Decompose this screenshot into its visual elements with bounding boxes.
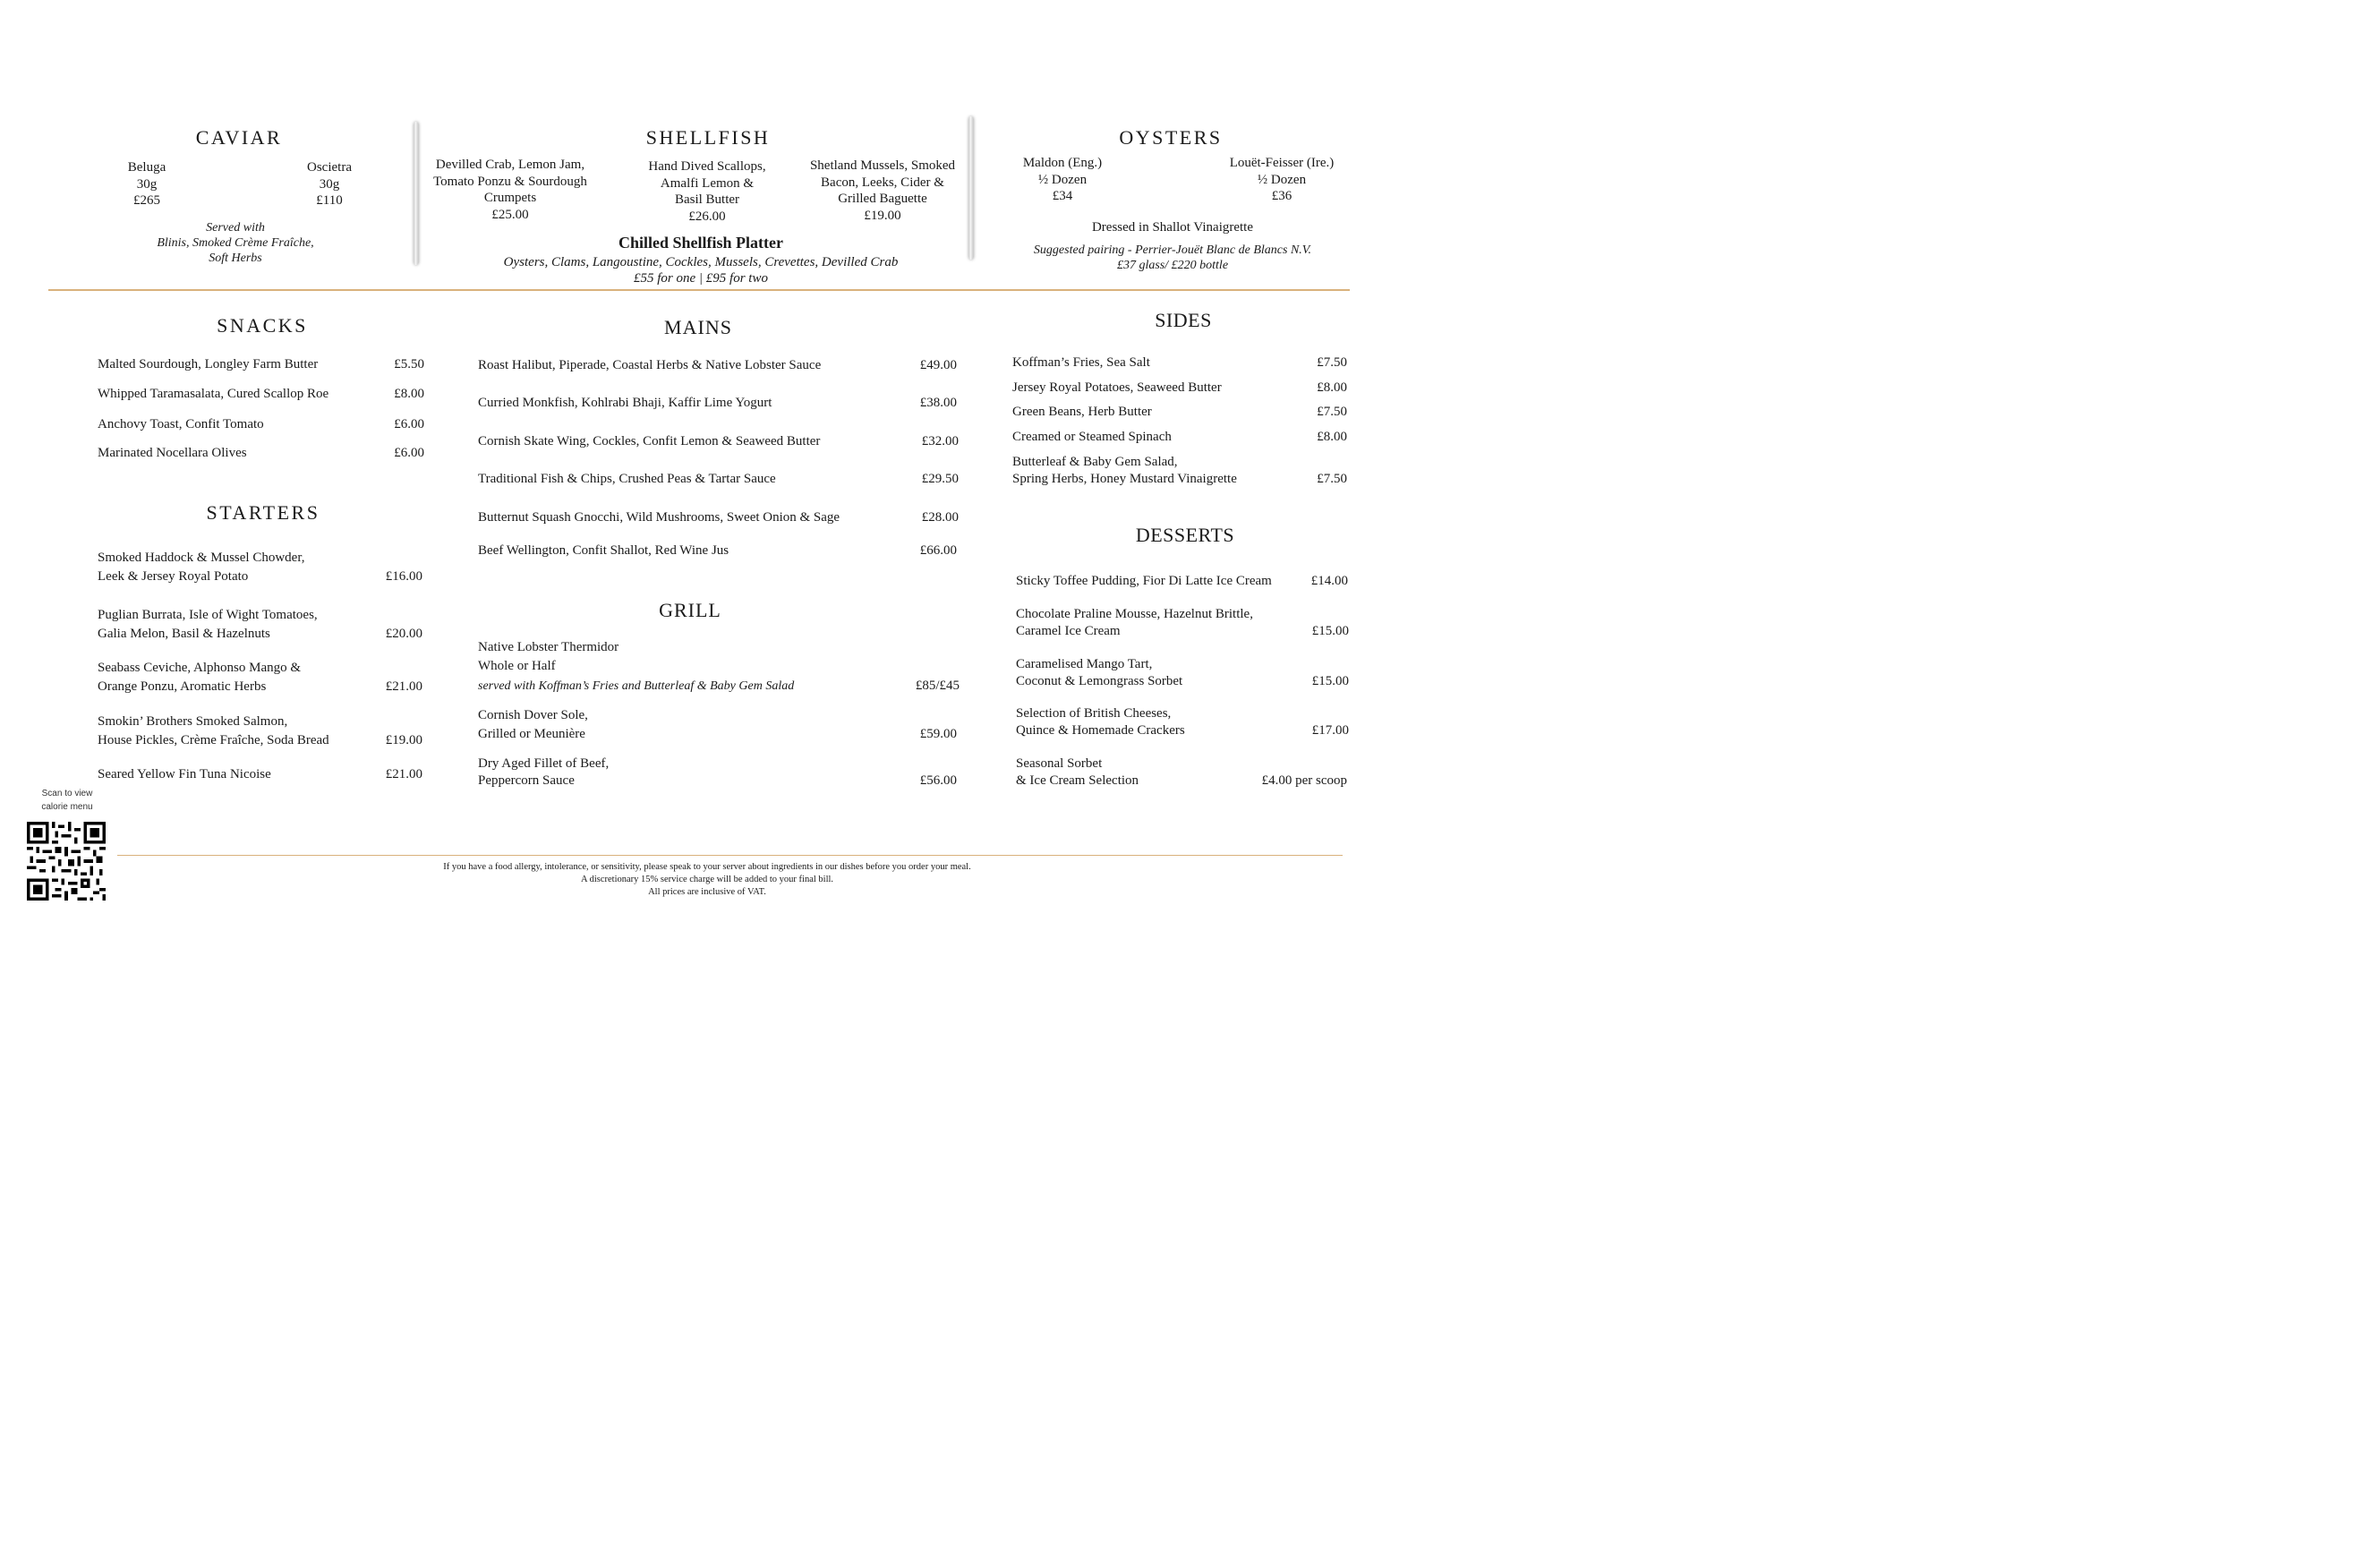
oysters-item-price: £34 [1052,189,1073,203]
oysters-pairing-price: £37 glass/ £220 bottle [1116,259,1229,272]
caviar-item-beluga [102,159,192,209]
menu-item-description: Quince & Homemade Crackers [1016,723,1185,738]
menu-item [98,713,422,752]
column-divider-left [414,122,419,265]
menu-item-price: £19.00 [385,733,422,747]
menu-item-price: £32.00 [921,434,959,448]
menu-item-name: Traditional Fish & Chips, Crushed Peas & Tartar Sauce [478,472,776,486]
menu-item-name: Roast Halibut, Piperade, Coastal Herbs & Native Lobster Sauce [478,358,822,372]
menu-item-name: Jersey Royal Potatoes, Seaweed Butter [1012,380,1222,395]
menu-item-name: Seasonal Sorbet [1016,756,1103,771]
caviar-item-oscietra [285,159,374,209]
menu-item-description: Spring Herbs, Honey Mustard Vinaigrette [1012,472,1237,486]
menu-item-name: Koffman’s Fries, Sea Salt [1012,355,1150,370]
caviar-title: CAVIAR [195,126,283,149]
menu-item-name: Native Lobster Thermidor [478,640,619,654]
menu-item-description: Peppercorn Sauce [478,773,575,788]
service-charge-notice: A discretionary 15% service charge will be added to your final bill. [580,875,834,884]
menu-item-name: Seared Yellow Fin Tuna Nicoise [98,767,271,781]
menu-item-price: £38.00 [919,396,957,410]
menu-item-name: Sticky Toffee Pudding, Fior Di Latte Ice Cream [1016,574,1272,588]
menu-item-description: Caramel Ice Cream [1016,624,1121,638]
oysters-dressing: Dressed in Shallot Vinaigrette [1091,220,1254,235]
shellfish-platter-price: £55 for one | £95 for two [634,271,768,286]
menu-item [1016,704,1349,742]
menu-item-description: & Ice Cream Selection [1016,773,1139,788]
menu-item-name: Seabass Ceviche, Alphonso Mango & [98,661,302,675]
menu-item-name: Creamed or Steamed Spinach [1012,430,1172,444]
menu-item-price: £6.00 [394,446,424,460]
menu-item-price: £21.00 [385,767,422,781]
menu-item-name: Cornish Skate Wing, Cockles, Confit Lemon & Seaweed Butter [478,434,821,448]
menu-item [478,755,957,794]
menu-item [98,606,422,645]
menu-item-description: Whole or Half [478,659,556,673]
grill-title: GRILL [659,599,721,621]
menu-item [478,706,957,746]
menu-item-price: £59.00 [919,727,957,741]
menu-item-name: Caramelised Mango Tart, [1016,657,1153,671]
caviar-item-name: Beluga [127,160,166,175]
menu-item [98,549,422,588]
footer-rule [117,855,1343,856]
sides-title: SIDES [1155,309,1212,331]
menu-item-description: House Pickles, Crème Fraîche, Soda Bread [98,733,329,747]
caviar-item-name: Oscietra [307,160,352,175]
mains-title: MAINS [664,316,732,338]
menu-item-description: Orange Ponzu, Aromatic Herbs [98,679,267,694]
menu-item-price: £66.00 [919,543,957,558]
menu-item [98,659,422,698]
allergy-notice: If you have a food allergy, intolerance, or sensitivity, please speak to your server about ingredients in our dishes before you order your meal. [443,862,971,872]
menu-item-name: Smoked Haddock & Mussel Chowder, [98,551,305,565]
menu-item [1016,655,1349,693]
oysters-item [1004,155,1121,205]
menu-item [1016,605,1349,643]
oysters-item [1219,155,1344,205]
oysters-item-name: Louët-Feisser (Ire.) [1229,156,1335,170]
caviar-served-with: Served with Blinis, Smoked Crème Fraîche, Soft Herbs [157,221,314,265]
menu-item-price: £7.50 [1317,472,1347,486]
menu-item-price: £29.50 [921,472,959,486]
menu-item-name: Marinated Nocellara Olives [98,446,247,460]
shellfish-price: £26.00 [688,209,726,224]
desserts-title: DESSERTS [1135,524,1235,546]
menu-item-name: Puglian Burrata, Isle of Wight Tomatoes, [98,608,318,622]
menu-item-price: £85/£45 [915,679,960,693]
menu-item [1012,453,1347,491]
qr-code-icon[interactable] [27,822,106,901]
shellfish-title: SHELLFISH [645,126,771,149]
oysters-item-qty: ½ Dozen [1037,172,1088,187]
qr-caption: Scan to view calorie menu [41,789,93,812]
menu-item-name: Dry Aged Fillet of Beef, [478,756,610,771]
menu-item-name: Cornish Dover Sole, [478,708,588,722]
menu-item-name: Malted Sourdough, Longley Farm Butter [98,357,319,371]
menu-item-price: £5.50 [394,357,424,371]
menu-item-price: £49.00 [919,358,957,372]
caviar-item-price: £110 [316,193,343,208]
oysters-item-name: Maldon (Eng.) [1022,156,1103,170]
shellfish-item: Hand Dived Scallops, Amalfi Lemon & Basil Butter £26.00 [618,158,797,225]
menu-item-name: Smokin’ Brothers Smoked Salmon, [98,714,288,729]
menu-item-description: Coconut & Lemongrass Sorbet [1016,674,1183,688]
menu-item-description: Galia Melon, Basil & Hazelnuts [98,627,270,641]
menu-item-name: Whipped Taramasalata, Cured Scallop Roe [98,387,329,401]
shellfish-price: £25.00 [491,207,529,222]
menu-item-price: £8.00 [1317,430,1347,444]
column-divider-right [968,116,974,260]
menu-item-name: Beef Wellington, Confit Shallot, Red Wine Jus [478,543,729,558]
menu-item-name: Chocolate Praline Mousse, Hazelnut Brittle, [1016,607,1253,621]
menu-item [1016,755,1347,792]
starters-title: STARTERS [206,501,320,524]
shellfish-platter-description: Oysters, Clams, Langoustine, Cockles, Mussels, Crevettes, Devilled Crab [503,255,899,269]
menu-item-lobster [478,638,960,696]
menu-item-price: £7.50 [1317,355,1347,370]
menu-item-price: £14.00 [1310,574,1348,588]
shellfish-item: Devilled Crab, Lemon Jam, Tomato Ponzu & Sourdough Crumpets £25.00 [421,157,600,223]
menu-item-name: Selection of British Cheeses, [1016,706,1172,721]
caviar-item-price: £265 [133,193,160,208]
menu-item-name: Butternut Squash Gnocchi, Wild Mushrooms, Sweet Onion & Sage [478,510,840,525]
caviar-item-weight: 30g [319,176,340,192]
menu-item-price: £16.00 [385,569,422,584]
oysters-title: OYSTERS [1119,126,1223,149]
menu-item-description: Grilled or Meunière [478,727,585,741]
shellfish-price: £19.00 [864,208,901,223]
shellfish-item: Shetland Mussels, Smoked Bacon, Leeks, Cider & Grilled Baguette £19.00 [793,158,972,224]
top-section-rule [48,289,1350,291]
snacks-title: SNACKS [217,314,308,337]
menu-item-name: Green Beans, Herb Butter [1012,405,1152,419]
menu-item-description: Leek & Jersey Royal Potato [98,569,249,584]
menu-item-price: £6.00 [394,417,424,431]
menu-item-price: £56.00 [919,773,957,788]
menu-item-price: £15.00 [1311,624,1349,638]
vat-notice: All prices are inclusive of VAT. [648,887,766,897]
menu-item-price: £21.00 [385,679,422,694]
menu-item-price: £28.00 [921,510,959,525]
menu-item-name: Curried Monkfish, Kohlrabi Bhaji, Kaffir Lime Yogurt [478,396,772,410]
oysters-item-price: £36 [1271,189,1292,203]
menu-item-price: £15.00 [1311,674,1349,688]
menu-item-price: £20.00 [385,627,422,641]
menu-item-name: Butterleaf & Baby Gem Salad, [1012,455,1178,469]
menu-item-price: £4.00 per scoop [1261,773,1347,788]
caviar-item-weight: 30g [136,176,158,192]
menu-item-note: served with Koffman’s Fries and Butterleaf & Baby Gem Salad [478,679,795,693]
menu-item-price: £7.50 [1317,405,1347,419]
menu-item-price: £8.00 [1317,380,1347,395]
menu-item-price: £17.00 [1311,723,1349,738]
oysters-item-qty: ½ Dozen [1257,172,1307,187]
menu-item-price: £8.00 [394,387,424,401]
oysters-pairing: Suggested pairing - Perrier-Jouët Blanc de Blancs N.V. [1033,243,1312,257]
menu-item-name: Anchovy Toast, Confit Tomato [98,417,264,431]
shellfish-platter-title: Chilled Shellfish Platter [618,234,783,252]
